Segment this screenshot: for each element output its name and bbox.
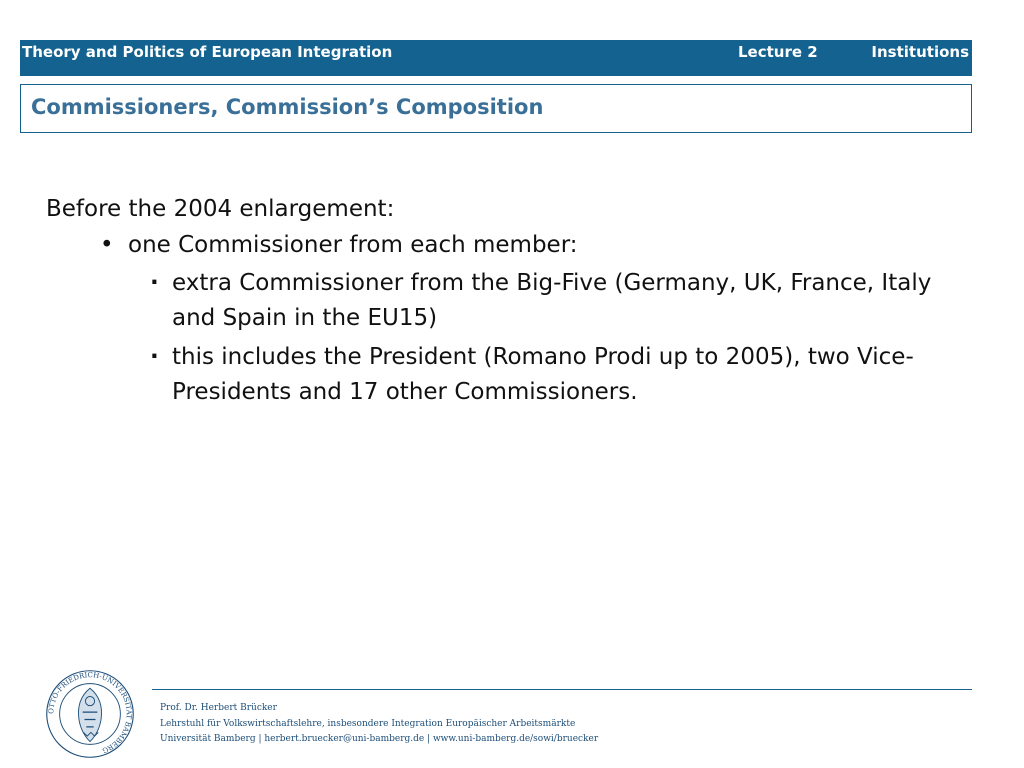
- footer-divider: [152, 689, 972, 690]
- footer-professor: Prof. Dr. Herbert Brücker: [160, 703, 277, 713]
- footer-contact: Universität Bamberg | herbert.bruecker@uni-bamberg.de | www.uni-bamberg.de/sowi/bruecker: [160, 734, 599, 744]
- lecture-topic: Institutions: [871, 43, 969, 61]
- slide-content: [46, 192, 966, 410]
- slide-title-box: [20, 84, 972, 133]
- header-bar: [20, 40, 972, 76]
- svg-text:OTTO-FRIEDRICH-UNIVERSITÄT BAM: OTTO-FRIEDRICH-UNIVERSITÄT BAMBERG: [47, 671, 133, 755]
- bullet-icon: •: [100, 232, 114, 258]
- bullet-text: one Commissioner from each member:: [128, 232, 578, 258]
- bullet-item: [100, 228, 966, 262]
- sub-bullet-item: [150, 340, 962, 410]
- course-title: Theory and Politics of European Integration: [22, 43, 393, 61]
- lecture-number: Lecture 2: [738, 43, 818, 61]
- sub-bullet-text: this includes the President (Romano Prodi up to 2005), two Vice-Presidents and 17 other Commissioners.: [172, 344, 914, 405]
- university-seal-logo: [44, 668, 136, 760]
- slide-title: Commissioners, Commission’s Composition: [31, 95, 544, 119]
- intro-text: Before the 2004 enlargement:: [46, 196, 395, 222]
- sub-bullet-icon: ·: [150, 344, 159, 370]
- sub-bullet-icon: ·: [150, 270, 159, 296]
- footer-info: [160, 701, 598, 748]
- sub-bullet-item: [150, 266, 962, 336]
- sub-bullet-text: extra Commissioner from the Big-Five (Germany, UK, France, Italy and Spain in the EU15): [172, 270, 932, 331]
- footer-chair: Lehrstuhl für Volkswirtschaftslehre, insbesondere Integration Europäischer Arbeitsmärkte: [160, 718, 576, 729]
